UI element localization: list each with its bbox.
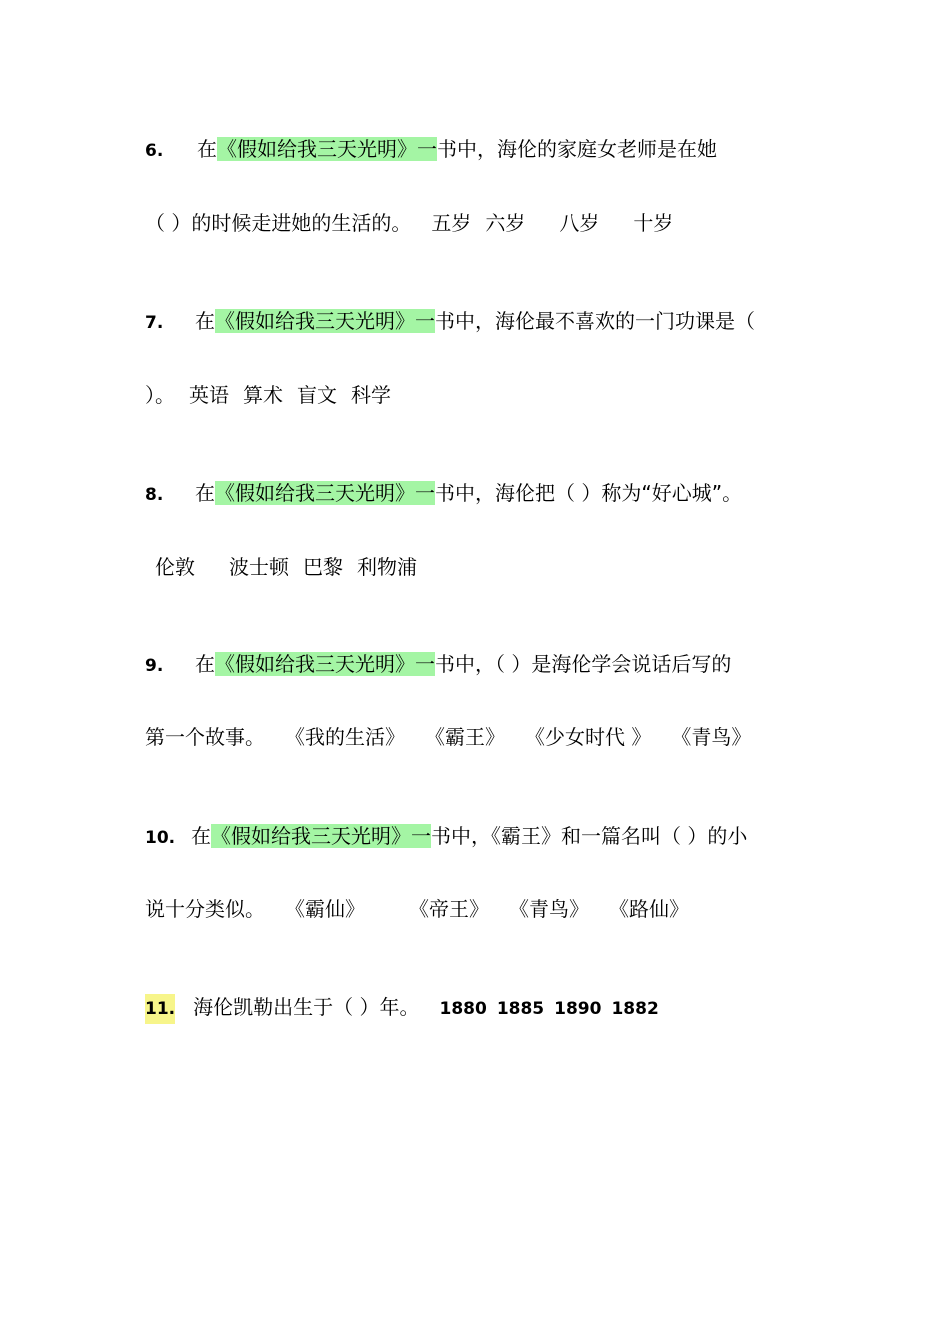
book-title-highlight: 《假如给我三天光明》一 [215, 309, 435, 333]
option: 1882 [611, 999, 659, 1019]
question-number: 7. [145, 313, 164, 333]
option: 1890 [554, 999, 602, 1019]
question-8-line-2 [145, 552, 825, 582]
option: 八岁 [559, 211, 600, 235]
question-text: 书中，海伦把（ ）称为“好心城”。 [435, 481, 743, 505]
question-text: （ ）的时候走进她的生活的。 [145, 211, 412, 235]
question-9-line-2 [145, 722, 825, 752]
question-text: 书中，《霸王》和一篇名叫（ ）的小 [431, 824, 748, 848]
book-title-highlight: 《假如给我三天光明》一 [215, 652, 435, 676]
option: 伦敦 [155, 555, 195, 579]
question-10-line-1 [145, 821, 825, 853]
option: 波士顿 [229, 555, 289, 579]
book-title-highlight: 《假如给我三天光明》一 [215, 481, 435, 505]
question-number: 9. [145, 656, 164, 676]
question-text: 书中，（ ）是海伦学会说话后写的 [435, 652, 732, 676]
option: 利物浦 [357, 555, 417, 579]
option: 1880 [439, 999, 487, 1019]
question-lead: 在 [195, 652, 215, 676]
option: 英语 [189, 383, 229, 407]
question-number: 8. [145, 485, 164, 505]
option: 科学 [351, 383, 391, 407]
question-6-line-2 [145, 208, 825, 238]
option: 《霸仙》 [285, 897, 365, 921]
option: 《青鸟》 [671, 725, 752, 749]
option: 巴黎 [303, 555, 343, 579]
option: 《帝王》 [409, 897, 489, 921]
question-text: 说十分类似。 [145, 897, 265, 921]
option: 盲文 [297, 383, 337, 407]
option: 1885 [496, 999, 545, 1019]
question-7-line-2 [145, 380, 825, 410]
question-text: 书中，海伦最不喜欢的一门功课是（ [435, 309, 755, 333]
option: 《青鸟》 [509, 897, 589, 921]
book-title-highlight: 《假如给我三天光明》一 [217, 137, 437, 161]
option: 五岁 [431, 211, 472, 235]
question-lead: 在 [195, 481, 215, 505]
question-number: 6. [145, 141, 164, 161]
option: 六岁 [485, 211, 526, 235]
question-8-line-1 [145, 478, 825, 510]
question-11-line-1 [145, 992, 825, 1024]
option: 《路仙》 [609, 897, 689, 921]
option: 《少女时代 》 [525, 725, 652, 749]
question-number: 10. [145, 828, 176, 848]
book-title-highlight: 《假如给我三天光明》一 [211, 824, 431, 848]
question-lead: 在 [191, 824, 211, 848]
question-lead: 在 [197, 137, 217, 161]
question-text: 书中，海伦的家庭女老师是在她 [437, 137, 717, 161]
question-text: ）。 [145, 383, 175, 407]
option: 十岁 [633, 211, 674, 235]
question-text: 海伦凯勒出生于（ ）年。 [193, 995, 420, 1019]
option: 算术 [243, 383, 283, 407]
question-lead: 在 [195, 309, 215, 333]
question-number-highlighted: 11. [145, 994, 175, 1024]
question-text: 第一个故事。 [145, 725, 265, 749]
question-6-line-1 [145, 134, 825, 166]
option: 《我的生活》 [285, 725, 405, 749]
option: 《霸王》 [425, 725, 505, 749]
question-7-line-1 [145, 306, 825, 338]
question-10-line-2 [145, 894, 825, 924]
question-9-line-1 [145, 649, 825, 681]
